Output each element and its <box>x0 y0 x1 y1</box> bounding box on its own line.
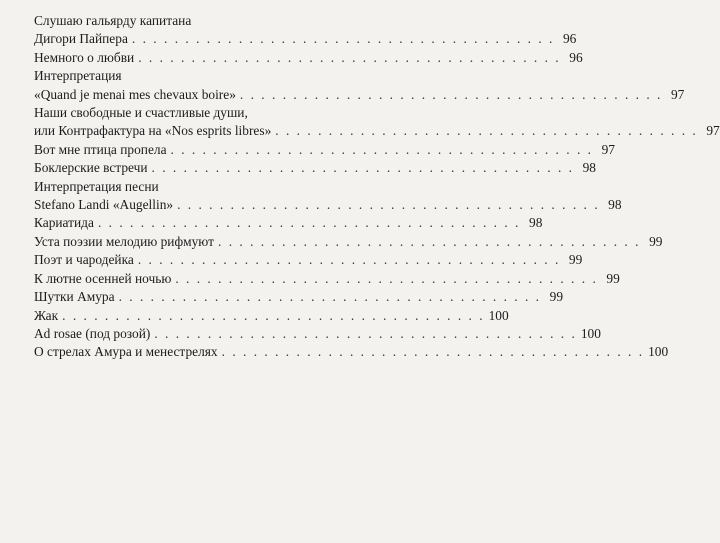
toc-page-number: 97 <box>601 141 615 157</box>
toc-entry <box>34 251 583 269</box>
toc-entry <box>34 233 663 251</box>
toc-entry <box>34 325 601 343</box>
dot-leader: . . . . . . . . . . . . . . . . . . . . . . . . . . . . . . . . . . . . . . . . <box>175 270 598 286</box>
toc-entry-title-line: Слушаю гальярду капитана <box>34 13 192 28</box>
dot-leader: . . . . . . . . . . . . . . . . . . . . . . . . . . . . . . . . . . . . . . . . <box>97 215 521 231</box>
toc-entry-line <box>34 288 564 306</box>
toc-entry-line <box>34 343 669 361</box>
toc-page-number: 96 <box>569 49 583 65</box>
toc-entry-line <box>34 196 622 214</box>
toc-page-number: 99 <box>568 252 583 268</box>
toc-page-number: 97 <box>670 86 685 102</box>
toc-page-number: 98 <box>608 197 622 213</box>
dot-leader: . . . . . . . . . . . . . . . . . . . . . . . . . . . . . . . . . . . . . . . . <box>62 307 485 323</box>
toc-entry-title: Вот мне птица пропела <box>34 141 167 157</box>
toc-entry-title: Поэт и чародейка <box>34 252 134 268</box>
toc-entry <box>34 178 622 215</box>
dot-leader: . . . . . . . . . . . . . . . . . . . . . . . . . . . . . . . . . . . . . . . . <box>218 233 641 249</box>
toc-entry-line <box>34 141 615 159</box>
toc-entry-title: Жак <box>34 307 59 323</box>
toc-entry-line <box>34 122 720 140</box>
dot-leader: . . . . . . . . . . . . . . . . . . . . . . . . . . . . . . . . . . . . . . . . <box>170 141 593 157</box>
toc-entry-title: Боклерские встречи <box>34 160 148 176</box>
toc-entry-title: Кариатида <box>34 215 94 231</box>
toc-page-number: 99 <box>606 270 620 286</box>
toc-entry-line <box>34 251 583 269</box>
toc-entry-title-line: Наши свободные и счастливые души, <box>34 105 248 121</box>
dot-leader: . . . . . . . . . . . . . . . . . . . . . . . . . . . . . . . . . . . . . . . . <box>221 344 645 360</box>
toc-entry <box>34 104 720 141</box>
toc-page-number: 98 <box>582 160 596 176</box>
toc-page-number: 99 <box>549 289 564 305</box>
dot-leader: . . . . . . . . . . . . . . . . . . . . . . . . . . . . . . . . . . . . . . . . <box>138 49 561 65</box>
toc-entry-line <box>34 307 509 325</box>
dot-leader: . . . . . . . . . . . . . . . . . . . . . . . . . . . . . . . . . . . . . . . . <box>154 325 577 341</box>
dot-leader: . . . . . . . . . . . . . . . . . . . . . . . . . . . . . . . . . . . . . . . . <box>131 31 555 47</box>
toc-page-number: 100 <box>488 307 509 323</box>
dot-leader: . . . . . . . . . . . . . . . . . . . . . . . . . . . . . . . . . . . . . . . . <box>151 160 574 176</box>
toc-entry <box>34 214 543 232</box>
toc-entry-title-line: Интерпретация песни <box>34 178 159 194</box>
toc-entry-line <box>34 325 601 343</box>
toc-entry <box>34 270 620 288</box>
toc-entry-line <box>34 49 583 67</box>
toc-entry <box>34 67 685 104</box>
toc-entry <box>34 307 509 325</box>
dot-leader: . . . . . . . . . . . . . . . . . . . . . . . . . . . . . . . . . . . . . . . . <box>275 123 698 139</box>
table-of-contents <box>34 12 720 362</box>
dot-leader: . . . . . . . . . . . . . . . . . . . . . . . . . . . . . . . . . . . . . . . . <box>118 289 542 305</box>
toc-page-number: 97 <box>706 123 720 139</box>
toc-page-number: 100 <box>580 325 601 341</box>
toc-entry-line <box>34 233 663 251</box>
toc-entry-title: или Контрафактура на «Nos esprits libres» <box>34 123 272 139</box>
toc-entry-line <box>34 270 620 288</box>
toc-entry-title: Дигори Пайпера <box>34 31 128 47</box>
toc-entry <box>34 141 615 159</box>
toc-entry-line <box>34 159 596 177</box>
toc-entry-title: Ad rosae (под розой) <box>34 325 151 341</box>
toc-page-number: 99 <box>649 233 663 249</box>
toc-entry-title: Шутки Амура <box>34 289 115 305</box>
toc-entry <box>34 343 669 361</box>
dot-leader: . . . . . . . . . . . . . . . . . . . . . . . . . . . . . . . . . . . . . . . . <box>137 252 561 268</box>
toc-entry <box>34 12 577 49</box>
toc-entry-title: О стрелах Амура и менестрелях <box>34 344 218 360</box>
toc-entry-title: К лютне осенней ночью <box>34 270 172 286</box>
toc-entry <box>34 49 583 67</box>
toc-entry-title: Stefano Landi «Augellin» <box>34 197 174 213</box>
toc-entry-line <box>34 86 685 104</box>
toc-page-number: 96 <box>562 31 577 47</box>
toc-entry-line <box>34 30 577 48</box>
dot-leader: . . . . . . . . . . . . . . . . . . . . . . . . . . . . . . . . . . . . . . . . <box>177 197 600 213</box>
toc-entry-title-line: Интерпретация <box>34 68 122 84</box>
toc-page-number: 100 <box>648 344 669 360</box>
toc-entry <box>34 288 564 306</box>
dot-leader: . . . . . . . . . . . . . . . . . . . . . . . . . . . . . . . . . . . . . . . . <box>239 86 663 102</box>
toc-entry-title: Немного о любви <box>34 49 135 65</box>
toc-entry-title: Уста поэзии мелодию рифмуют <box>34 233 214 249</box>
toc-entry-line <box>34 214 543 232</box>
toc-entry <box>34 159 596 177</box>
toc-page-number: 98 <box>529 215 543 231</box>
toc-entry-title: «Quand je menai mes chevaux boire» <box>34 86 236 102</box>
